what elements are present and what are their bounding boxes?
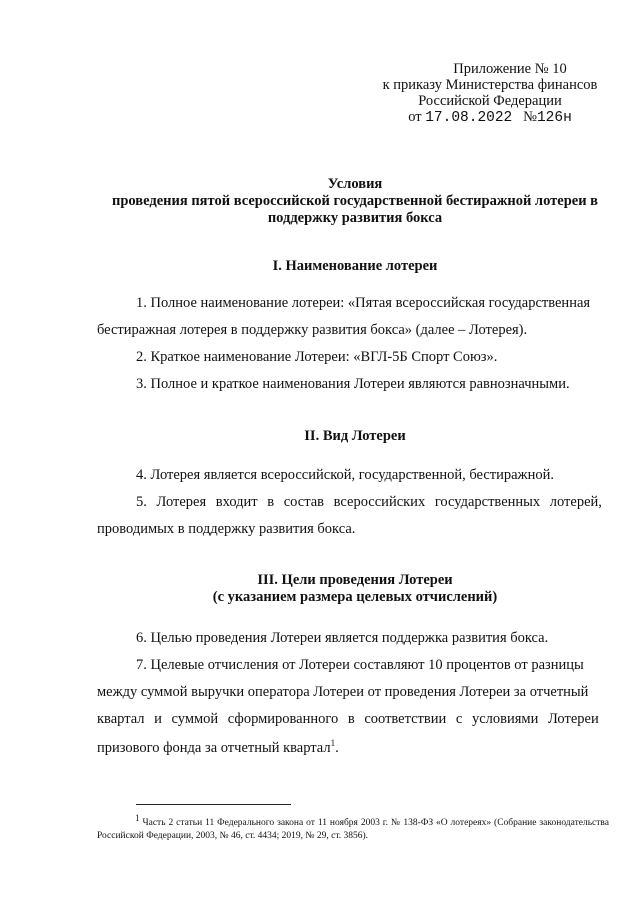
paragraph-3: 3. Полное и краткое наименования Лотереи являются равнозначными. [136, 376, 570, 392]
order-reference: к приказу Министерства финансов [382, 77, 598, 93]
section-3-heading [70, 572, 640, 606]
order-date-line [360, 109, 620, 126]
paragraph-1-line-1: 1. Полное наименование лотереи: «Пятая всероссийская государственная [136, 295, 591, 311]
date-prefix: от [408, 109, 422, 125]
footnote [97, 812, 609, 843]
appendix-number: Приложение № 10 [453, 61, 567, 77]
footnote-mark: 1 [135, 813, 140, 823]
footnote-divider [136, 804, 291, 805]
title-line-2: проведения пятой всероссийской государственной бестиражной лотереи в [112, 193, 598, 209]
title-line-3: поддержку развития бокса [267, 210, 443, 226]
number-prefix: № [523, 109, 537, 125]
footnote-text: Часть 2 статьи 11 Федерального закона от 11 ноября 2003 г. № 138-ФЗ «О лотереях» (Собрание законодательства Российской Федерации, 2003, № 46, ст. 4434; 2019, № 29, ст. 3856). [97, 818, 610, 842]
paragraph-2: 2. Краткое наименование Лотереи: «ВГЛ-5Б Спорт Союз». [136, 349, 498, 365]
section-3-heading-line-2: (с указанием размера целевых отчислений) [212, 589, 498, 605]
paragraph-7-line-1: 7. Целевые отчисления от Лотереи составляют 10 процентов от разницы [136, 657, 584, 673]
footnote-reference: 1 [330, 738, 336, 748]
paragraph-5-line-1: 5. Лотерея входит в состав всероссийских государственных лотерей, [136, 494, 602, 510]
section-1-heading: I. Наименование лотереи [272, 258, 438, 274]
paragraph-7-line-4 [97, 738, 339, 757]
document-title [80, 176, 630, 227]
ministry-country: Российской Федерации [418, 93, 562, 109]
title-line-1: Условия [327, 176, 383, 192]
paragraph-7-period: . [335, 739, 339, 756]
paragraph-7-line-2: между суммой выручки оператора Лотереи от проведения Лотереи за отчетный [97, 684, 589, 700]
order-date: 17.08.2022 [425, 110, 513, 126]
paragraph-1-line-2: бестиражная лотерея в поддержку развития бокса» (далее – Лотерея). [97, 322, 528, 338]
paragraph-5-line-2: проводимых в поддержку развития бокса. [97, 521, 356, 537]
paragraph-7-line-3: квартал и суммой сформированного в соответствии с условиями Лотереи [97, 711, 599, 727]
appendix-header [360, 61, 620, 126]
order-number: 126н [536, 110, 572, 126]
paragraph-4: 4. Лотерея является всероссийской, государственной, бестиражной. [136, 467, 554, 483]
paragraph-6: 6. Целью проведения Лотереи является поддержка развития бокса. [136, 630, 549, 646]
paragraph-7-line-4-text: призового фонда за отчетный квартал [97, 739, 331, 756]
section-2-heading: II. Вид Лотереи [304, 428, 406, 444]
section-3-heading-line-1: III. Цели проведения Лотереи [257, 572, 453, 588]
